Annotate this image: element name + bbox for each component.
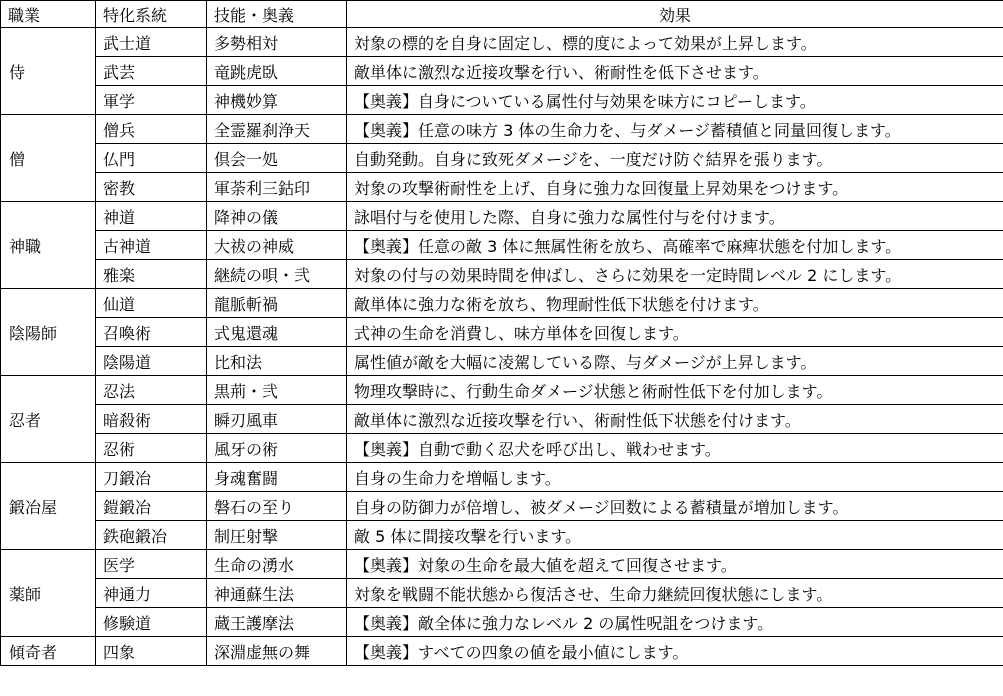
header-row [1, 1, 1003, 28]
skill-cell: 蔵王護摩法 [207, 608, 347, 637]
skill-cell: 神機妙算 [207, 86, 347, 115]
spec-cell: 忍術 [96, 434, 207, 463]
skill-cell: 黒荊・弐 [207, 376, 347, 405]
table-row [1, 202, 1003, 231]
header-spec: 特化系統 [96, 1, 207, 28]
effect-cell: 自身の生命力を増幅します。 [347, 463, 1003, 492]
table-row [1, 347, 1003, 376]
table-row [1, 289, 1003, 318]
spec-cell: 神通力 [96, 579, 207, 608]
table-row [1, 434, 1003, 463]
effect-cell: 【奥義】対象の生命を最大値を超えて回復させます。 [347, 550, 1003, 579]
table-row [1, 637, 1003, 666]
table-row [1, 28, 1003, 57]
table-row [1, 492, 1003, 521]
spec-cell: 鉄砲鍛冶 [96, 521, 207, 550]
table-row [1, 144, 1003, 173]
header-skill: 技能・奥義 [207, 1, 347, 28]
job-cell: 傾奇者 [1, 637, 96, 666]
spec-cell: 武士道 [96, 28, 207, 57]
spec-cell: 雅楽 [96, 260, 207, 289]
effect-cell: 対象の攻撃術耐性を上げ、自身に強力な回復量上昇効果をつけます。 [347, 173, 1003, 202]
spec-cell: 召喚術 [96, 318, 207, 347]
table-row [1, 57, 1003, 86]
table-row [1, 260, 1003, 289]
skill-cell: 式鬼還魂 [207, 318, 347, 347]
skill-cell: 深淵虚無の舞 [207, 637, 347, 666]
table-row [1, 579, 1003, 608]
table-row [1, 115, 1003, 144]
table-row [1, 231, 1003, 260]
job-cell: 薬師 [1, 550, 96, 637]
spec-cell: 四象 [96, 637, 207, 666]
skill-cell: 軍荼利三鈷印 [207, 173, 347, 202]
spec-cell: 鎧鍛冶 [96, 492, 207, 521]
skill-cell: 大祓の神威 [207, 231, 347, 260]
effect-cell: 【奥義】自動で動く忍犬を呼び出し、戦わせます。 [347, 434, 1003, 463]
spec-cell: 軍学 [96, 86, 207, 115]
spec-cell: 仙道 [96, 289, 207, 318]
skill-cell: 磐石の至り [207, 492, 347, 521]
skill-cell: 制圧射撃 [207, 521, 347, 550]
skill-cell: 瞬刃風車 [207, 405, 347, 434]
skill-cell: 身魂奮闘 [207, 463, 347, 492]
table-row [1, 376, 1003, 405]
table-row [1, 550, 1003, 579]
spec-cell: 神道 [96, 202, 207, 231]
effect-cell: 敵単体に激烈な近接攻撃を行い、術耐性を低下させます。 [347, 57, 1003, 86]
effect-cell: 【奥義】自身についている属性付与効果を味方にコピーします。 [347, 86, 1003, 115]
effect-cell: 【奥義】敵全体に強力なレベル 2 の属性呪詛をつけます。 [347, 608, 1003, 637]
effect-cell: 式神の生命を消費し、味方単体を回復します。 [347, 318, 1003, 347]
table-row [1, 463, 1003, 492]
effect-cell: 【奥義】すべての四象の値を最小値にします。 [347, 637, 1003, 666]
skill-cell: 生命の湧水 [207, 550, 347, 579]
spec-cell: 刀鍛冶 [96, 463, 207, 492]
table-row [1, 608, 1003, 637]
skill-cell: 竜跳虎臥 [207, 57, 347, 86]
skill-cell: 継続の唄・弐 [207, 260, 347, 289]
skill-cell: 比和法 [207, 347, 347, 376]
job-cell: 神職 [1, 202, 96, 289]
job-cell: 忍者 [1, 376, 96, 463]
skill-cell: 降神の儀 [207, 202, 347, 231]
spec-cell: 武芸 [96, 57, 207, 86]
skill-cell: 風牙の術 [207, 434, 347, 463]
table-row [1, 86, 1003, 115]
spec-cell: 忍法 [96, 376, 207, 405]
effect-cell: 自動発動。自身に致死ダメージを、一度だけ防ぐ結界を張ります。 [347, 144, 1003, 173]
spec-cell: 医学 [96, 550, 207, 579]
spec-cell: 古神道 [96, 231, 207, 260]
spec-cell: 修験道 [96, 608, 207, 637]
job-cell: 侍 [1, 28, 96, 115]
effect-cell: 対象を戦闘不能状態から復活させ、生命力継続回復状態にします。 [347, 579, 1003, 608]
effect-cell: 対象の標的を自身に固定し、標的度によって効果が上昇します。 [347, 28, 1003, 57]
table-row [1, 405, 1003, 434]
table-row [1, 318, 1003, 347]
effect-cell: 【奥義】任意の味方 3 体の生命力を、与ダメージ蓄積値と同量回復します。 [347, 115, 1003, 144]
job-cell: 陰陽師 [1, 289, 96, 376]
spec-cell: 仏門 [96, 144, 207, 173]
effect-cell: 敵単体に強力な術を放ち、物理耐性低下状態を付けます。 [347, 289, 1003, 318]
effect-cell: 【奥義】任意の敵 3 体に無属性術を放ち、高確率で麻痺状態を付加します。 [347, 231, 1003, 260]
effect-cell: 敵 5 体に間接攻撃を行います。 [347, 521, 1003, 550]
effect-cell: 自身の防御力が倍増し、被ダメージ回数による蓄積量が増加します。 [347, 492, 1003, 521]
effect-cell: 対象の付与の効果時間を伸ばし、さらに効果を一定時間レベル 2 にします。 [347, 260, 1003, 289]
skill-cell: 神通蘇生法 [207, 579, 347, 608]
skill-cell: 倶会一処 [207, 144, 347, 173]
skill-cell: 全霊羅刹浄天 [207, 115, 347, 144]
effect-cell: 属性値が敵を大幅に凌駕している際、与ダメージが上昇します。 [347, 347, 1003, 376]
effect-cell: 詠唱付与を使用した際、自身に強力な属性付与を付けます。 [347, 202, 1003, 231]
header-job: 職業 [1, 1, 96, 28]
job-cell: 鍛冶屋 [1, 463, 96, 550]
skill-cell: 龍脈斬禍 [207, 289, 347, 318]
job-cell: 僧 [1, 115, 96, 202]
table-row [1, 173, 1003, 202]
effect-cell: 敵単体に激烈な近接攻撃を行い、術耐性低下状態を付けます。 [347, 405, 1003, 434]
table-row [1, 521, 1003, 550]
spec-cell: 僧兵 [96, 115, 207, 144]
header-effect: 効果 [347, 1, 1003, 28]
spec-cell: 暗殺術 [96, 405, 207, 434]
skill-cell: 多勢相対 [207, 28, 347, 57]
spec-cell: 密教 [96, 173, 207, 202]
spec-cell: 陰陽道 [96, 347, 207, 376]
effect-cell: 物理攻撃時に、行動生命ダメージ状態と術耐性低下を付加します。 [347, 376, 1003, 405]
